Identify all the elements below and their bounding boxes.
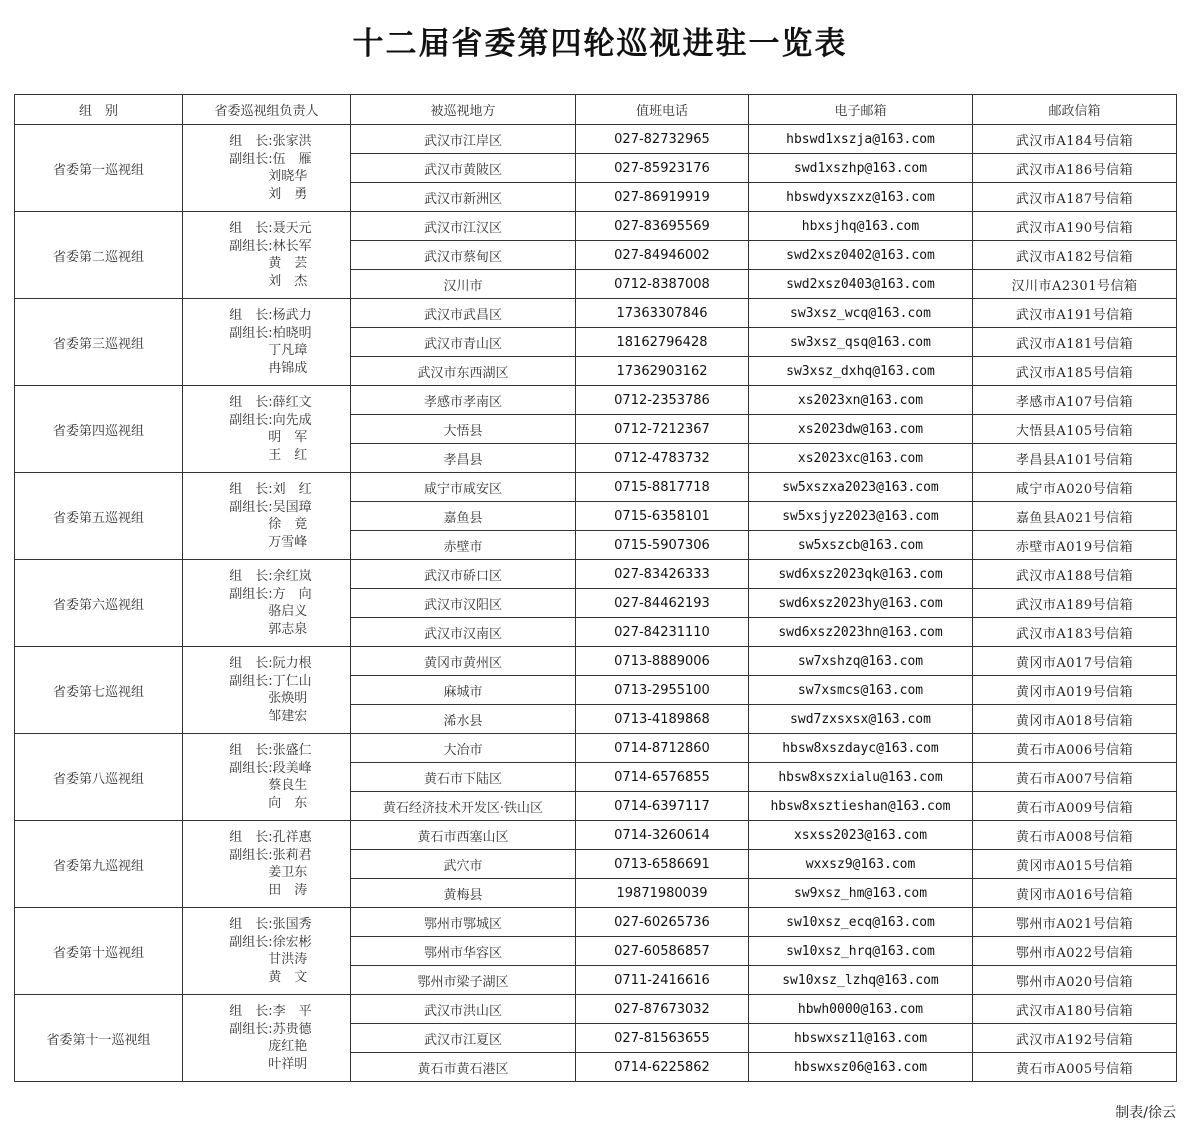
group-leaders (183, 995, 351, 1082)
group-leaders (183, 473, 351, 560)
inspected-region: 咸宁市咸安区 (351, 473, 576, 502)
leader-list (229, 916, 311, 986)
inspected-region: 武汉市汉阳区 (351, 589, 576, 618)
postal-box: 武汉市A183号信箱 (973, 618, 1177, 647)
postal-box: 汉川市A2301号信箱 (973, 270, 1177, 299)
leader-entry: 组 长:余红岚 (229, 569, 312, 584)
leader-entry: 副组长:柏晓明 (229, 325, 312, 341)
contact-email: sw3xsz_dxhq@163.com (749, 357, 973, 386)
postal-box: 黄冈市A017号信箱 (973, 647, 1177, 676)
leader-entry: 丁凡璋 (229, 343, 308, 358)
group-name: 省委第一巡视组 (15, 125, 183, 212)
contact-email: sw3xsz_qsq@163.com (749, 328, 973, 357)
duty-phone: 027-83426333 (576, 560, 749, 589)
table-row (15, 299, 1177, 328)
inspected-region: 黄梅县 (351, 879, 576, 908)
postal-box: 武汉市A181号信箱 (973, 328, 1177, 357)
inspected-region: 鄂州市华容区 (351, 937, 576, 966)
leader-entry: 副组长:方 向 (229, 586, 312, 602)
inspected-region: 浠水县 (351, 705, 576, 734)
postal-box: 大悟县A105号信箱 (973, 415, 1177, 444)
contact-email: hbswd1xszja@163.com (749, 125, 973, 154)
contact-email: sw10xsz_lzhq@163.com (749, 966, 973, 995)
contact-email: hbsw8xszdayc@163.com (749, 734, 973, 763)
leader-entry: 组 长:杨武力 (229, 308, 312, 323)
contact-email: sw5xszxa2023@163.com (749, 473, 973, 502)
inspected-region: 武穴市 (351, 850, 576, 879)
leader-entry: 蔡良生 (229, 778, 308, 793)
inspected-region: 武汉市武昌区 (351, 299, 576, 328)
inspected-region: 赤壁市 (351, 531, 576, 560)
duty-phone: 0713-2955100 (576, 676, 749, 705)
contact-email: hbsw8xsztieshan@163.com (749, 792, 973, 821)
table-row (15, 212, 1177, 241)
duty-phone: 027-85923176 (576, 154, 749, 183)
postal-box: 武汉市A186号信箱 (973, 154, 1177, 183)
contact-email: swd6xsz2023hn@163.com (749, 618, 973, 647)
duty-phone: 027-82732965 (576, 125, 749, 154)
postal-box: 武汉市A191号信箱 (973, 299, 1177, 328)
postal-box: 武汉市A189号信箱 (973, 589, 1177, 618)
leader-list (229, 133, 311, 203)
inspected-region: 武汉市青山区 (351, 328, 576, 357)
inspected-region: 麻城市 (351, 676, 576, 705)
leader-list (229, 742, 311, 812)
inspected-region: 鄂州市梁子湖区 (351, 966, 576, 995)
duty-phone: 0713-6586691 (576, 850, 749, 879)
inspected-region: 黄石经济技术开发区·铁山区 (351, 792, 576, 821)
leader-entry: 副组长:苏贵德 (229, 1021, 312, 1037)
leader-entry: 郭志泉 (229, 621, 308, 637)
leader-entry: 姜卫东 (229, 865, 308, 880)
leader-entry: 田 涛 (229, 882, 308, 898)
contact-email: hbwh0000@163.com (749, 995, 973, 1024)
contact-email: sw7xshzq@163.com (749, 647, 973, 676)
leader-entry: 组 长:张家洪 (229, 134, 312, 149)
postal-box: 黄冈市A015号信箱 (973, 850, 1177, 879)
group-name: 省委第四巡视组 (15, 386, 183, 473)
leader-entry: 组 长:阮力根 (229, 656, 312, 671)
contact-email: swd1xszhp@163.com (749, 154, 973, 183)
duty-phone: 027-84231110 (576, 618, 749, 647)
contact-email: sw5xsjyz2023@163.com (749, 502, 973, 531)
postal-box: 黄石市A008号信箱 (973, 821, 1177, 850)
table-row (15, 473, 1177, 502)
duty-phone: 027-60265736 (576, 908, 749, 937)
header-email: 电子邮箱 (749, 95, 973, 125)
group-leaders (183, 560, 351, 647)
leader-entry: 刘晓华 (229, 169, 308, 184)
group-name: 省委第三巡视组 (15, 299, 183, 386)
duty-phone: 18162796428 (576, 328, 749, 357)
postal-box: 鄂州市A022号信箱 (973, 937, 1177, 966)
duty-phone: 17362903162 (576, 357, 749, 386)
group-leaders (183, 821, 351, 908)
postal-box: 武汉市A192号信箱 (973, 1024, 1177, 1053)
postal-box: 黄石市A009号信箱 (973, 792, 1177, 821)
header-group: 组 别 (15, 95, 183, 125)
group-name: 省委第五巡视组 (15, 473, 183, 560)
inspected-region: 黄石市黄石港区 (351, 1053, 576, 1082)
header-region: 被巡视地方 (351, 95, 576, 125)
contact-email: sw9xsz_hm@163.com (749, 879, 973, 908)
postal-box: 武汉市A180号信箱 (973, 995, 1177, 1024)
inspected-region: 大悟县 (351, 415, 576, 444)
contact-email: sw3xsz_wcq@163.com (749, 299, 973, 328)
inspection-roster-table (14, 94, 1177, 1082)
inspected-region: 鄂州市鄂城区 (351, 908, 576, 937)
leader-entry: 黄 芸 (229, 256, 308, 271)
postal-box: 武汉市A190号信箱 (973, 212, 1177, 241)
inspected-region: 武汉市江夏区 (351, 1024, 576, 1053)
inspected-region: 孝感市孝南区 (351, 386, 576, 415)
leader-entry: 副组长:林长军 (229, 238, 312, 254)
contact-email: swd6xsz2023hy@163.com (749, 589, 973, 618)
contact-email: hbswdyxszxz@163.com (749, 183, 973, 212)
contact-email: xs2023dw@163.com (749, 415, 973, 444)
inspected-region: 武汉市黄陂区 (351, 154, 576, 183)
postal-box: 武汉市A182号信箱 (973, 241, 1177, 270)
group-name: 省委第八巡视组 (15, 734, 183, 821)
inspected-region: 黄石市下陆区 (351, 763, 576, 792)
contact-email: hbxsjhq@163.com (749, 212, 973, 241)
postal-box: 黄石市A005号信箱 (973, 1053, 1177, 1082)
group-leaders (183, 386, 351, 473)
contact-email: sw10xsz_hrq@163.com (749, 937, 973, 966)
leader-entry: 冉锦成 (229, 360, 308, 376)
duty-phone: 0715-5907306 (576, 531, 749, 560)
inspected-region: 孝昌县 (351, 444, 576, 473)
group-name: 省委第六巡视组 (15, 560, 183, 647)
postal-box: 武汉市A187号信箱 (973, 183, 1177, 212)
leader-entry: 副组长:徐宏彬 (229, 934, 312, 950)
leader-entry: 组 长:薛红文 (229, 395, 312, 410)
table-header-row (15, 95, 1177, 125)
contact-email: xs2023xn@163.com (749, 386, 973, 415)
leader-entry: 向 东 (229, 795, 308, 811)
leader-entry: 组 长:孔祥惠 (229, 830, 312, 845)
postal-box: 黄石市A007号信箱 (973, 763, 1177, 792)
duty-phone: 0712-8387008 (576, 270, 749, 299)
duty-phone: 027-83695569 (576, 212, 749, 241)
table-row (15, 647, 1177, 676)
table-row (15, 386, 1177, 415)
duty-phone: 0714-6225862 (576, 1053, 749, 1082)
inspected-region: 武汉市江汉区 (351, 212, 576, 241)
leader-entry: 副组长:张莉君 (229, 847, 312, 863)
inspected-region: 武汉市东西湖区 (351, 357, 576, 386)
group-leaders (183, 908, 351, 995)
leader-entry: 叶祥明 (229, 1056, 308, 1072)
duty-phone: 0714-6397117 (576, 792, 749, 821)
table-row (15, 560, 1177, 589)
postal-box: 孝昌县A101号信箱 (973, 444, 1177, 473)
duty-phone: 19871980039 (576, 879, 749, 908)
group-name: 省委第十巡视组 (15, 908, 183, 995)
duty-phone: 0711-2416616 (576, 966, 749, 995)
leader-entry: 张焕明 (229, 691, 308, 706)
leader-list (229, 1003, 311, 1073)
page-title: 十二届省委第四轮巡视进驻一览表 (352, 26, 848, 62)
leader-entry: 副组长:吴国璋 (229, 499, 312, 515)
leader-entry: 明 军 (229, 430, 308, 445)
postal-box: 武汉市A185号信箱 (973, 357, 1177, 386)
leader-list (229, 307, 311, 377)
leader-list (229, 655, 311, 725)
leader-entry: 徐 竟 (229, 517, 308, 532)
inspected-region: 武汉市江岸区 (351, 125, 576, 154)
header-leaders: 省委巡视组负责人 (183, 95, 351, 125)
leader-entry: 副组长:伍 雁 (229, 151, 312, 167)
leader-entry: 副组长:段美峰 (229, 760, 312, 776)
table-row (15, 995, 1177, 1024)
duty-phone: 0713-4189868 (576, 705, 749, 734)
contact-email: swd2xsz0402@163.com (749, 241, 973, 270)
duty-phone: 0712-2353786 (576, 386, 749, 415)
contact-email: swd6xsz2023qk@163.com (749, 560, 973, 589)
leader-entry: 庞红艳 (229, 1039, 308, 1054)
contact-email: xsxss2023@163.com (749, 821, 973, 850)
inspected-region: 武汉市汉南区 (351, 618, 576, 647)
group-name: 省委第十一巡视组 (15, 995, 183, 1082)
leader-entry: 万雪峰 (229, 534, 308, 550)
inspected-region: 汉川市 (351, 270, 576, 299)
postal-box: 鄂州市A021号信箱 (973, 908, 1177, 937)
postal-box: 武汉市A184号信箱 (973, 125, 1177, 154)
leader-list (229, 220, 311, 290)
group-leaders (183, 647, 351, 734)
contact-email: xs2023xc@163.com (749, 444, 973, 473)
inspected-region: 武汉市蔡甸区 (351, 241, 576, 270)
inspected-region: 武汉市新洲区 (351, 183, 576, 212)
duty-phone: 027-81563655 (576, 1024, 749, 1053)
inspected-region: 大冶市 (351, 734, 576, 763)
duty-phone: 0715-8817718 (576, 473, 749, 502)
contact-email: hbswxsz06@163.com (749, 1053, 973, 1082)
duty-phone: 0713-8889006 (576, 647, 749, 676)
postal-box: 嘉鱼县A021号信箱 (973, 502, 1177, 531)
table-row (15, 821, 1177, 850)
postal-box: 黄冈市A019号信箱 (973, 676, 1177, 705)
duty-phone: 0712-7212367 (576, 415, 749, 444)
inspected-region: 嘉鱼县 (351, 502, 576, 531)
postal-box: 孝感市A107号信箱 (973, 386, 1177, 415)
inspected-region: 黄冈市黄州区 (351, 647, 576, 676)
inspected-region: 黄石市西塞山区 (351, 821, 576, 850)
duty-phone: 17363307846 (576, 299, 749, 328)
leader-entry: 组 长:刘 红 (229, 482, 312, 497)
postal-box: 鄂州市A020号信箱 (973, 966, 1177, 995)
postal-box: 黄冈市A016号信箱 (973, 879, 1177, 908)
group-leaders (183, 734, 351, 821)
leader-entry: 王 红 (229, 447, 308, 463)
credit-note: 制表/徐云 (1115, 1105, 1176, 1121)
table-body (15, 125, 1177, 1082)
postal-box: 武汉市A188号信箱 (973, 560, 1177, 589)
leader-entry: 甘洪涛 (229, 952, 308, 967)
contact-email: swd7zxsxsx@163.com (749, 705, 973, 734)
duty-phone: 0714-8712860 (576, 734, 749, 763)
leader-list (229, 568, 311, 638)
postal-box: 咸宁市A020号信箱 (973, 473, 1177, 502)
contact-email: sw7xsmcs@163.com (749, 676, 973, 705)
postal-box: 赤壁市A019号信箱 (973, 531, 1177, 560)
table-row (15, 125, 1177, 154)
header-postbox: 邮政信箱 (973, 95, 1177, 125)
group-name: 省委第二巡视组 (15, 212, 183, 299)
leader-list (229, 481, 311, 551)
duty-phone: 027-86919919 (576, 183, 749, 212)
leader-entry: 组 长:李 平 (229, 1004, 312, 1019)
group-leaders (183, 299, 351, 386)
contact-email: sw10xsz_ecq@163.com (749, 908, 973, 937)
postal-box: 黄冈市A018号信箱 (973, 705, 1177, 734)
leader-entry: 组 长:张国秀 (229, 917, 312, 932)
leader-list (229, 829, 311, 899)
leader-entry: 邹建宏 (229, 708, 308, 724)
header-phone: 值班电话 (576, 95, 749, 125)
duty-phone: 027-84946002 (576, 241, 749, 270)
group-name: 省委第七巡视组 (15, 647, 183, 734)
leader-entry: 刘 杰 (229, 273, 308, 289)
leader-entry: 副组长:向先成 (229, 412, 312, 428)
leader-list (229, 394, 311, 464)
contact-email: wxxsz9@163.com (749, 850, 973, 879)
duty-phone: 0712-4783732 (576, 444, 749, 473)
group-leaders (183, 125, 351, 212)
duty-phone: 0714-6576855 (576, 763, 749, 792)
duty-phone: 027-87673032 (576, 995, 749, 1024)
group-name: 省委第九巡视组 (15, 821, 183, 908)
inspected-region: 武汉市洪山区 (351, 995, 576, 1024)
group-leaders (183, 212, 351, 299)
contact-email: sw5xszcb@163.com (749, 531, 973, 560)
duty-phone: 0714-3260614 (576, 821, 749, 850)
leader-entry: 副组长:丁仁山 (229, 673, 312, 689)
contact-email: swd2xsz0403@163.com (749, 270, 973, 299)
duty-phone: 0715-6358101 (576, 502, 749, 531)
leader-entry: 骆启义 (229, 604, 308, 619)
leader-entry: 组 长:聂天元 (229, 221, 312, 236)
leader-entry: 刘 勇 (229, 186, 308, 202)
postal-box: 黄石市A006号信箱 (973, 734, 1177, 763)
duty-phone: 027-84462193 (576, 589, 749, 618)
duty-phone: 027-60586857 (576, 937, 749, 966)
inspected-region: 武汉市硚口区 (351, 560, 576, 589)
leader-entry: 黄 文 (229, 969, 308, 985)
contact-email: hbsw8xszxialu@163.com (749, 763, 973, 792)
table-row (15, 908, 1177, 937)
contact-email: hbswxsz11@163.com (749, 1024, 973, 1053)
table-row (15, 734, 1177, 763)
leader-entry: 组 长:张盛仁 (229, 743, 312, 758)
